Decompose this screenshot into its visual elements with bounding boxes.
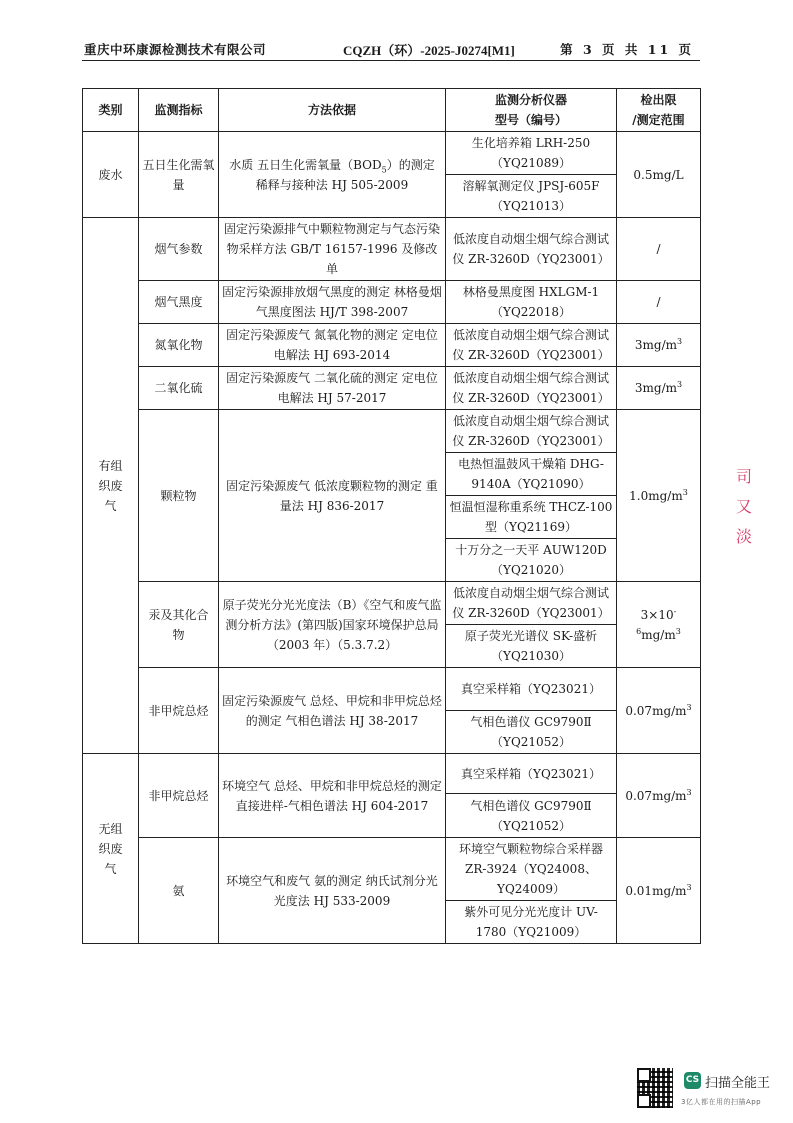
- instrument-cell: 低浓度自动烟尘烟气综合测试仪 ZR-3260D（YQ23001）: [446, 367, 617, 410]
- limit-value: 3mg/m: [634, 381, 678, 395]
- limit-unit: mg/m: [641, 627, 676, 642]
- limit-cell: [617, 324, 701, 367]
- method-cell: 固定污染源排放烟气黑度的测定 林格曼烟气黑度图法 HJ/T 398-2007: [219, 281, 446, 324]
- table-row: [83, 838, 701, 901]
- instrument-cell: 真空采样箱（YQ23021）: [446, 754, 617, 794]
- col-header-category: 类别: [83, 89, 139, 132]
- limit-value: 3×10: [640, 607, 674, 622]
- stamp-char: 淡: [736, 527, 753, 546]
- indicator-cell: 二氧化硫: [139, 367, 219, 410]
- limit-cell: /: [617, 281, 701, 324]
- instrument-cell: 紫外可见分光光度计 UV-1780（YQ21009）: [446, 901, 617, 944]
- company-name: 重庆中环康源检测技术有限公司: [84, 42, 267, 57]
- red-seal-stamp-fragment: [736, 462, 753, 610]
- method-cell: 固定污染源废气 氮氧化物的测定 定电位电解法 HJ 693-2014: [219, 324, 446, 367]
- limit-value: 3mg/m: [634, 338, 678, 352]
- method-cell: [219, 132, 446, 218]
- col-header-instrument: [446, 89, 617, 132]
- superscript: 3: [686, 787, 692, 797]
- limit-value: 0.07mg/m: [625, 788, 687, 803]
- instrument-cell: 生化培养箱 LRH-250（YQ21089）: [446, 132, 617, 175]
- instrument-cell: 低浓度自动烟尘烟气综合测试仪 ZR-3260D（YQ23001）: [446, 410, 617, 453]
- indicator-cell: 五日生化需氧量: [139, 132, 219, 218]
- limit-value: 0.07mg/m: [625, 703, 687, 718]
- scanner-tagline: 3亿人都在用的扫描App: [681, 1098, 762, 1106]
- superscript: 3: [682, 487, 688, 497]
- indicator-cell: 氮氧化物: [139, 324, 219, 367]
- limit-cell: [617, 410, 701, 582]
- instrument-cell: 恒温恒湿称重系统 THCZ-100 型（YQ21169）: [446, 496, 617, 539]
- limit-cell: [617, 582, 701, 668]
- method-cell: 固定污染源废气 二氧化硫的测定 定电位电解法 HJ 57-2017: [219, 367, 446, 410]
- limit-value: 0.01mg/m: [625, 883, 687, 898]
- indicator-cell: 非甲烷总烃: [139, 668, 219, 754]
- method-cell: 环境空气和废气 氨的测定 纳氏试剂分光光度法 HJ 533-2009: [219, 838, 446, 944]
- superscript: 3: [677, 337, 683, 346]
- indicator-cell: 烟气参数: [139, 218, 219, 281]
- indicator-cell: 氨: [139, 838, 219, 944]
- instrument-cell: 原子荧光光谱仪 SK-盛析（YQ21030）: [446, 625, 617, 668]
- instrument-cell: 低浓度自动烟尘烟气综合测试仪 ZR-3260D（YQ23001）: [446, 582, 617, 625]
- table-row: [83, 668, 701, 711]
- col-header-limit-line2: /测定范围: [632, 113, 685, 127]
- stamp-char: 又: [736, 497, 753, 516]
- table-row: [83, 410, 701, 453]
- col-header-method: 方法依据: [219, 89, 446, 132]
- col-header-instrument-line1: 监测分析仪器: [494, 93, 567, 107]
- monitoring-methods-table: [82, 88, 701, 944]
- indicator-cell: 烟气黑度: [139, 281, 219, 324]
- instrument-cell: 真空采样箱（YQ23021）: [446, 668, 617, 711]
- superscript: 3: [675, 626, 681, 636]
- limit-cell: 0.5mg/L: [617, 132, 701, 218]
- limit-cell: [617, 754, 701, 838]
- subscript: 5: [381, 164, 387, 174]
- indicator-cell: 颗粒物: [139, 410, 219, 582]
- col-header-indicator: 监测指标: [139, 89, 219, 132]
- page-indicator: 第 3 页 共 11 页: [560, 42, 694, 57]
- method-cell: 固定污染源废气 总烃、甲烷和非甲烷总烃的测定 气相色谱法 HJ 38-2017: [219, 668, 446, 754]
- instrument-cell: 电热恒温鼓风干燥箱 DHG-9140A（YQ21090）: [446, 453, 617, 496]
- instrument-cell: 林格曼黑度图 HXLGM-1（YQ22018）: [446, 281, 617, 324]
- instrument-cell: 气相色谱仪 GC9790Ⅱ（YQ21052）: [446, 711, 617, 754]
- table-row: [83, 582, 701, 625]
- table-row: [83, 218, 701, 281]
- category-cell: 有组织废气: [83, 218, 139, 754]
- table-row: [83, 281, 701, 324]
- category-cell: 无组织废气: [83, 754, 139, 944]
- limit-cell: [617, 367, 701, 410]
- indicator-cell: 非甲烷总烃: [139, 754, 219, 838]
- limit-cell: [617, 838, 701, 944]
- stamp-char: 司: [736, 467, 753, 486]
- col-header-limit: [617, 89, 701, 132]
- method-cell: 固定污染源废气 低浓度颗粒物的测定 重量法 HJ 836-2017: [219, 410, 446, 582]
- instrument-cell: 低浓度自动烟尘烟气综合测试仪 ZR-3260D（YQ23001）: [446, 324, 617, 367]
- method-text: 水质 五日生化需氧量（BOD: [229, 157, 382, 172]
- page-header: [82, 38, 700, 61]
- col-header-instrument-line2: 型号（编号）: [494, 113, 567, 127]
- superscript: 3: [677, 380, 683, 389]
- scanner-app-name: 扫描全能王: [705, 1076, 771, 1091]
- instrument-cell: 环境空气颗粒物综合采样器 ZR-3924（YQ24008、YQ24009）: [446, 838, 617, 901]
- limit-value: 1.0mg/m: [629, 488, 683, 503]
- instrument-cell: 溶解氧测定仪 JPSJ-605F（YQ21013）: [446, 175, 617, 218]
- superscript: 3: [686, 702, 692, 712]
- table-row: [83, 754, 701, 794]
- method-cell: 环境空气 总烃、甲烷和非甲烷总烃的测定 直接进样-气相色谱法 HJ 604-2017: [219, 754, 446, 838]
- table-row: [83, 132, 701, 175]
- qr-code-icon: [637, 1068, 673, 1108]
- instrument-cell: 低浓度自动烟尘烟气综合测试仪 ZR-3260D（YQ23001）: [446, 218, 617, 281]
- scanner-watermark: [637, 1068, 787, 1110]
- indicator-cell: 汞及其化合物: [139, 582, 219, 668]
- method-text: ）的测定 稀释与接种法 HJ 505-2009: [255, 157, 435, 192]
- col-header-limit-line1: 检出限: [640, 93, 677, 107]
- report-number: CQZH（环）-2025-J0274[M1]: [343, 43, 515, 58]
- table-row: [83, 367, 701, 410]
- method-cell: 原子荧光分光光度法（B）《空气和废气监测分析方法》(第四版)国家环境保护总局（2003 年）（5.3.7.2）: [219, 582, 446, 668]
- limit-cell: [617, 668, 701, 754]
- superscript: -6: [636, 606, 677, 636]
- camscanner-logo-icon: CS: [684, 1072, 701, 1089]
- superscript: 3: [686, 882, 692, 892]
- instrument-cell: 气相色谱仪 GC9790Ⅱ（YQ21052）: [446, 794, 617, 838]
- instrument-cell: 十万分之一天平 AUW120D（YQ21020）: [446, 539, 617, 582]
- category-cell: 废水: [83, 132, 139, 218]
- table-header-row: [83, 89, 701, 132]
- limit-cell: /: [617, 218, 701, 281]
- method-cell: 固定污染源排气中颗粒物测定与气态污染物采样方法 GB/T 16157-1996 及修改单: [219, 218, 446, 281]
- table-row: [83, 324, 701, 367]
